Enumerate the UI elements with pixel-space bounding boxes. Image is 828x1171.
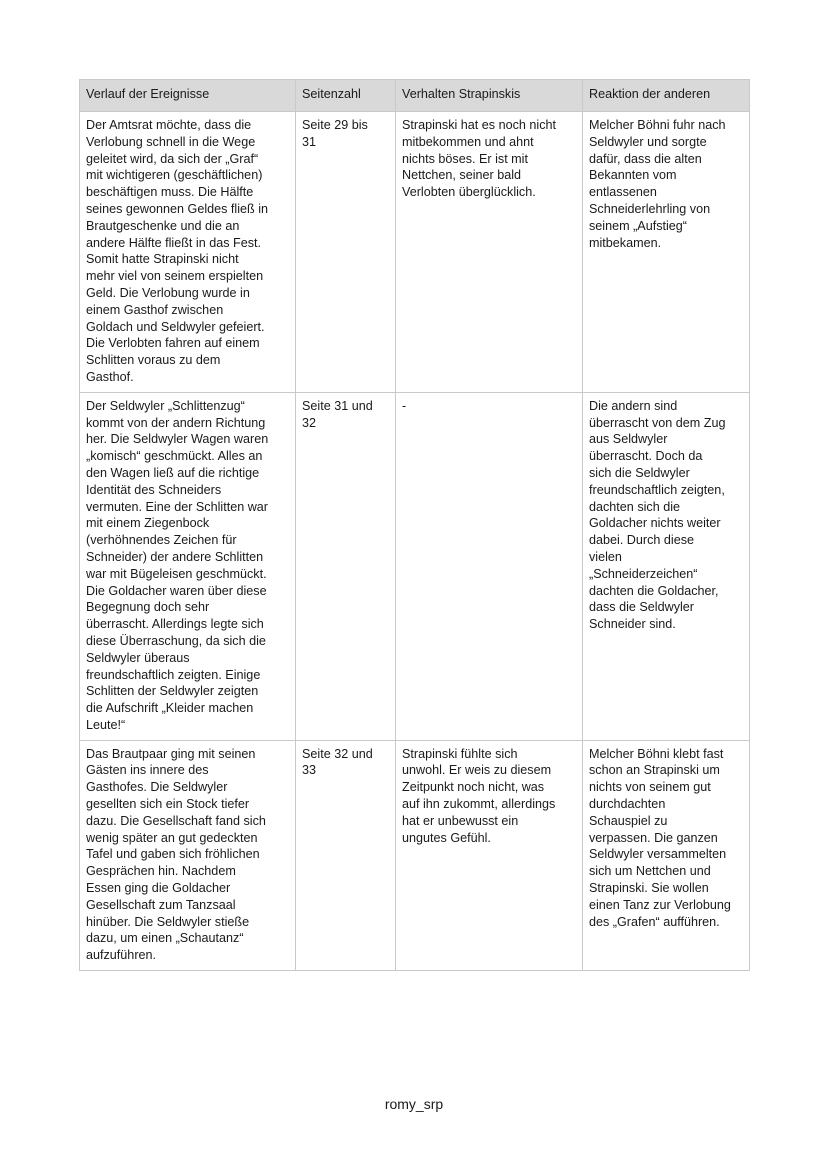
cell-verlauf	[80, 112, 296, 393]
cell-text: Das Brautpaar ging mit seinen Gästen ins innere des Gasthofes. Die Seldwyler gesellten sich ein Stock tiefer dazu. Die Gesellschaft fand sich wenig später an gut gedeckten Tafel und gaben sich fröhlichen Gesprächen hin. Nachdem Essen ging die Goldacher Gesellschaft zum Tanzsaal hinüber. Die Seldwyler stieße dazu, um einen „Schautanz“ aufzuführen.	[86, 746, 266, 963]
cell-text: Melcher Böhni klebt fast schon an Strapinski um nichts von seinem gut durchdachten Schauspiel zu verpassen. Die ganzen Seldwyler versammelten sich um Nettchen und Strapinski. Sie wollen einen Tanz zur Verlobung des „Grafen“ aufführen.	[589, 746, 731, 929]
cell-text: -	[402, 398, 407, 413]
cell-text: Strapinski hat es noch nicht mitbekommen und ahnt nichts böses. Er ist mit Nettchen, seiner bald Verlobten überglücklich.	[402, 118, 557, 200]
cell-text: Seite 29 bis 31	[302, 118, 368, 149]
cell-reaktion	[583, 392, 750, 740]
header-reaktion: Reaktion der anderen	[583, 80, 750, 112]
cell-verhalten	[396, 392, 583, 740]
cell-text: Strapinski fühlte sich unwohl. Er weis zu diesem Zeitpunkt noch nicht, was auf ihn zukommt, allerdings hat er unbewusst ein ungutes Gefühl.	[402, 746, 556, 845]
cell-text: Die andern sind überrascht von dem Zug aus Seldwyler überrascht. Doch da sich die Seldwyler freundschaftlich zeigten, dachten sich die Goldacher nichts weiter dabei. Durch diese vielen „Schneiderzeichen“ dachten die Goldacher, dass die Seldwyler Schneider sind.	[589, 398, 726, 632]
cell-verhalten	[396, 112, 583, 393]
cell-reaktion	[583, 740, 750, 970]
table-header-row	[80, 80, 750, 112]
table-row	[80, 392, 750, 740]
cell-text: Melcher Böhni fuhr nach Seldwyler und sorgte dafür, dass die alten Bekannten vom entlassenen Schneiderlehrling von seinem „Aufstieg“ mitbekamen.	[589, 118, 726, 250]
cell-verhalten	[396, 740, 583, 970]
cell-seitenzahl	[296, 740, 396, 970]
cell-text: Der Amtsrat möchte, dass die Verlobung schnell in die Wege geleitet wird, da sich der „Graf“ mit wichtigeren (geschäftlichen) beschäftigen muss. Die Hälfte seines gewonnen Geldes fließ in Brautgeschenke und die an andere Hälfte fließt in das Fest. Somit hatte Strapinski nicht mehr viel von seinem erspielten Geld. Die Verlobung wurde in einem Gasthof zwischen Goldach und Seldwyler gefeiert. Die Verlobten fahren auf einem Schlitten voraus zu dem Gasthof.	[86, 118, 269, 384]
cell-seitenzahl	[296, 392, 396, 740]
cell-text: Seite 32 und 33	[302, 746, 373, 778]
header-verlauf: Verlauf der Ereignisse	[80, 80, 296, 112]
cell-verlauf	[80, 392, 296, 740]
cell-reaktion	[583, 112, 750, 393]
cell-text: Seite 31 und 32	[302, 398, 373, 430]
table-row	[80, 112, 750, 393]
events-table	[79, 79, 750, 971]
cell-verlauf	[80, 740, 296, 970]
cell-text: Der Seldwyler „Schlittenzug“ kommt von der andern Richtung her. Die Seldwyler Wagen waren „komisch“ geschmückt. Alles an den Wagen ließ auf die richtige Identität des Schneiders vermuten. Eine der Schlitten war mit einem Ziegenbock (verhöhnendes Zeichen für Schneider) der andere Schlitten war mit Bügeleisen geschmückt. Die Goldacher waren über diese Begegnung doch sehr überrascht. Allerdings legte sich diese Überraschung, da sich die Seldwyler überaus freundschaftlich zeigten. Einige Schlitten der Seldwyler zeigten die Aufschrift „Kleider machen Leute!“	[86, 398, 269, 732]
footer-author: romy_srp	[384, 1096, 444, 1112]
cell-seitenzahl	[296, 112, 396, 393]
header-seitenzahl: Seitenzahl	[296, 80, 396, 112]
header-verhalten: Verhalten Strapinskis	[396, 80, 583, 112]
table-row	[80, 740, 750, 970]
